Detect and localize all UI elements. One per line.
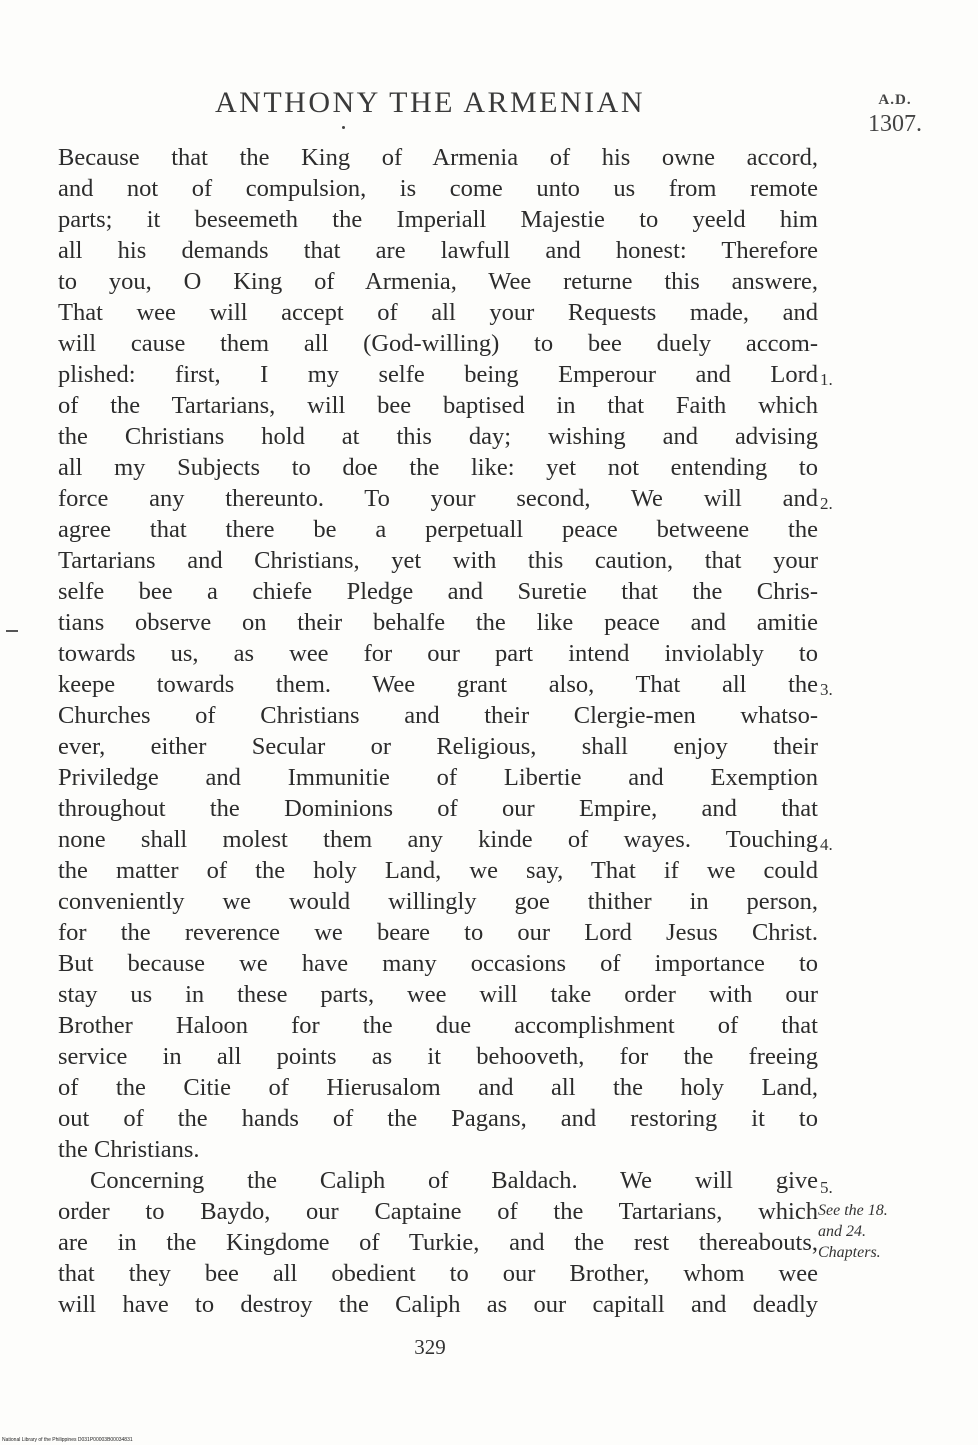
text-line: will have to destroy the Caliph as our capitall and deadly: [58, 1291, 818, 1318]
text-line: of the Citie of Hierusalom and all the holy Land,: [58, 1074, 818, 1101]
text-line: Because that the King of Armenia of his owne accord,: [58, 144, 818, 171]
text-line: the Christians.: [58, 1136, 200, 1163]
margin-dash-mark: [6, 630, 18, 632]
body-text: [58, 142, 818, 1320]
margin-reference: [818, 1200, 928, 1263]
text-line: conveniently we would willingly goe thither in person,: [58, 888, 818, 915]
year-marginal: [860, 92, 930, 138]
text-line: parts; it beseemeth the Imperiall Majestie to yeeld him: [58, 206, 818, 233]
margin-number: 2.: [820, 494, 833, 513]
text-line: Brother Haloon for the due accomplishment of that: [58, 1012, 818, 1039]
text-line: service in all points as it behooveth, for the freeing: [58, 1043, 818, 1070]
text-line: tians observe on their behalfe the like peace and amitie: [58, 609, 818, 636]
margin-reference-line: See the 18.: [818, 1202, 888, 1219]
text-line: that they bee all obedient to our Brother, whom wee: [58, 1260, 818, 1287]
text-line: are in the Kingdome of Turkie, and the rest thereabouts,: [58, 1229, 818, 1256]
text-line: Concerning the Caliph of Baldach. We will give: [90, 1167, 818, 1194]
text-line: order to Baydo, our Captaine of the Tartarians, which: [58, 1198, 818, 1225]
text-line: will cause them all (God-willing) to bee duely accom-: [58, 330, 818, 357]
margin-number: 3.: [820, 680, 833, 699]
text-line: out of the hands of the Pagans, and restoring it to: [58, 1105, 818, 1132]
decorative-dot: [342, 126, 345, 129]
text-line: stay us in these parts, wee will take order with our: [58, 981, 818, 1008]
margin-number: 4.: [820, 835, 833, 854]
year-label: A.D.: [878, 92, 912, 108]
margin-number: 5.: [820, 1178, 833, 1197]
text-line: ever, either Secular or Religious, shall enjoy their: [58, 733, 818, 760]
text-line: all his demands that are lawfull and honest: Therefore: [58, 237, 818, 264]
text-line: towards us, as wee for our part intend inviolably to: [58, 640, 818, 667]
text-line: to you, O King of Armenia, Wee returne this answere,: [58, 268, 818, 295]
text-line: of the Tartarians, will bee baptised in that Faith which: [58, 392, 818, 419]
text-line: force any thereunto. To your second, We will and: [58, 485, 818, 512]
margin-reference-line: and 24.: [818, 1223, 866, 1240]
text-line: throughout the Dominions of our Empire, and that: [58, 795, 818, 822]
text-line: agree that there be a perpetuall peace betweene the: [58, 516, 818, 543]
text-line: keepe towards them. Wee grant also, That all the: [58, 671, 818, 698]
text-line: the matter of the holy Land, we say, That if we could: [58, 857, 818, 884]
page-number: 329: [414, 1335, 446, 1359]
text-line: for the reverence we beare to our Lord Jesus Christ.: [58, 919, 818, 946]
margin-reference-line: Chapters.: [818, 1244, 881, 1261]
text-line: the Christians hold at this day; wishing and advising: [58, 423, 818, 450]
text-line: That wee will accept of all your Requests made, and: [58, 299, 818, 326]
text-line: selfe bee a chiefe Pledge and Suretie that the Chris-: [58, 578, 818, 605]
year-value: 1307.: [868, 111, 922, 137]
text-line: all my Subjects to doe the like: yet not entending to: [58, 454, 818, 481]
text-line: Tartarians and Christians, yet with this caution, that your: [58, 547, 818, 574]
text-line: and not of compulsion, is come unto us from remote: [58, 175, 818, 202]
text-line: But because we have many occasions of importance to: [58, 950, 818, 977]
text-line: Priviledge and Immunitie of Libertie and Exemption: [58, 764, 818, 791]
text-line: Churches of Christians and their Clergie-men whatso-: [58, 702, 818, 729]
scan-footer-id: National Library of the Philippines D031P00003B00034831: [2, 1437, 133, 1443]
margin-number: 1.: [820, 370, 833, 389]
running-head-title: ANTHONY THE ARMENIAN: [215, 86, 645, 119]
text-line: none shall molest them any kinde of wayes. Touching: [58, 826, 818, 853]
text-line: plished: first, I my selfe being Emperour and Lord: [58, 361, 818, 388]
